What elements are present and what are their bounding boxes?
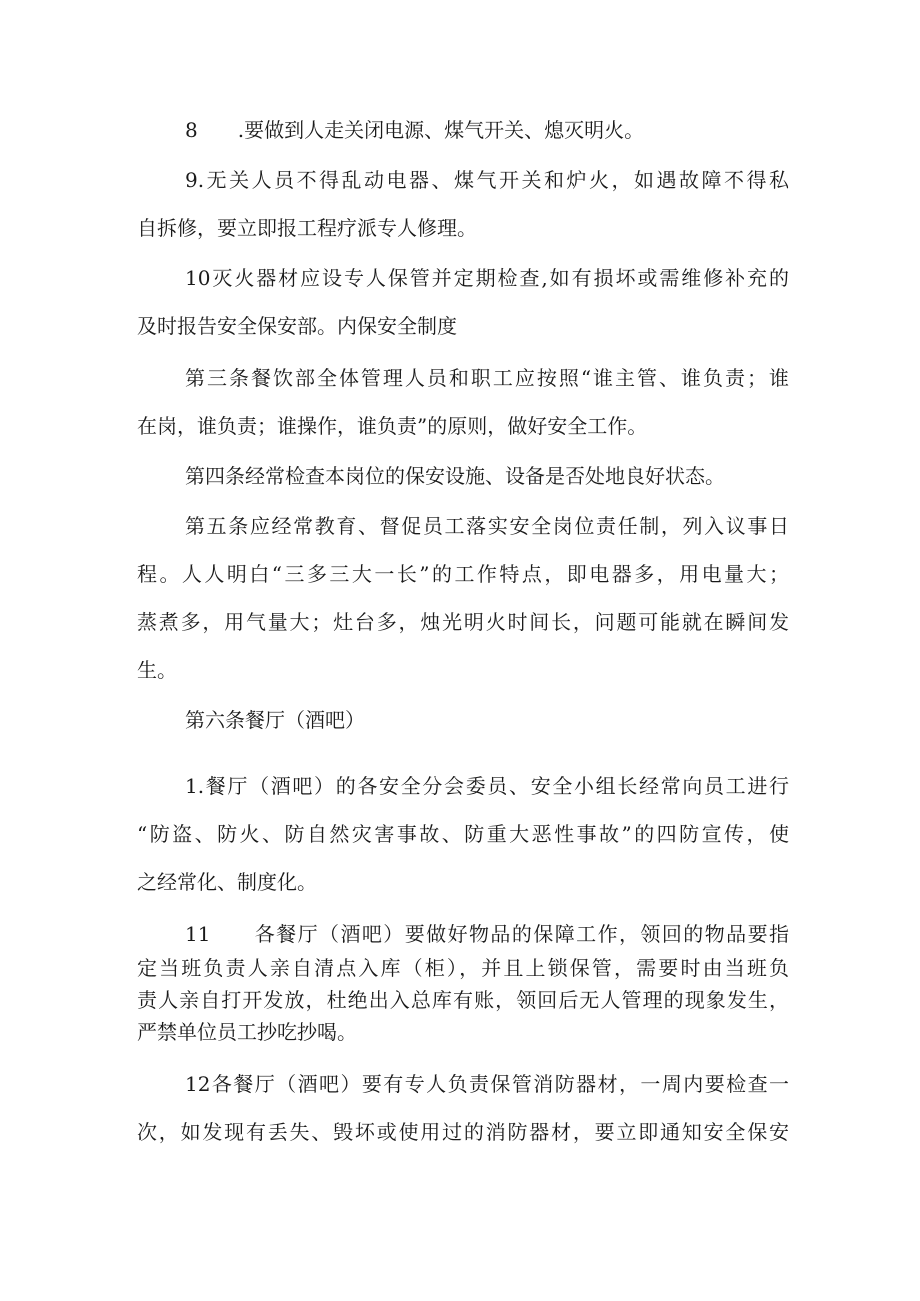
text-line: 11 各餐厅（酒吧）要做好物品的保障工作，领回的物品要指 [185,922,789,946]
paragraph-article-5 [137,502,789,694]
text-line: 第三条餐饮部全体管理人员和职工应按照“谁主管、谁负责；谁 [185,366,789,390]
text-line: 程。人人明白“三多三大一长”的工作特点，即电器多，用电量大； [137,562,789,586]
text-line: 责人亲自打开发放，杜绝出入总库有账，领回后无人管理的现象发生， [137,988,789,1012]
text-line: 在岗，谁负责；谁操作，谁负责”的原则，做好安全工作。 [137,414,648,438]
text-line: 自拆修，要立即报工程疗派专人修理。 [137,216,477,240]
text-line: 蒸煮多，用气量大；灶台多，烛光明火时间长，问题可能就在瞬间发 [137,610,789,634]
paragraph-item-12 [137,1060,789,1156]
text-line: “防盗、防火、防自然灾害事故、防重大恶性事故”的四防宣传，使 [137,822,789,846]
text-line: 定当班负责人亲自清点入库（柜），并且上锁保管，需要时由当班负 [137,956,789,980]
text-line: 第六条餐厅（酒吧） [185,708,365,732]
paragraph-item-11-first [137,910,789,958]
text-line: 第四条经常检查本岗位的保安设施、设备是否处地良好状态。 [185,464,725,488]
paragraph-item-9 [137,156,789,252]
paragraph-item-8 [137,106,789,154]
text-line: 严禁单位员工抄吃抄喝。 [137,1020,357,1044]
text-line: 12各餐厅（酒吧）要有专人负责保管消防器材，一周内要检查一 [185,1072,789,1096]
text-line: 次，如发现有丢失、毁坏或使用过的消防器材，要立即通知安全保安 [137,1120,789,1144]
text-line: 生。 [137,658,177,682]
text-line: 之经常化、制度化。 [137,870,317,894]
paragraph-article-4 [137,452,789,500]
text-line: 1.餐厅（酒吧）的各安全分会委员、安全小组长经常向员工进行 [185,774,789,798]
paragraph-item-10 [137,254,789,350]
paragraph-item-11-rest [137,952,789,1048]
paragraph-article-6 [137,696,789,744]
text-line: 第五条应经常教育、督促员工落实安全岗位责任制，列入议事日 [185,514,789,538]
text-line: 及时报告安全保安部。内保安全制度 [137,314,457,338]
text-line: 10灭火器材应设专人保管并定期检查,如有损坏或需维修补充的 [185,266,789,290]
text-line: 8 .要做到人走关闭电源、煤气开关、熄灭明火。 [185,118,645,142]
text-line: 9.无关人员不得乱动电器、煤气开关和炉火，如遇故障不得私 [185,168,789,192]
paragraph-article-3 [137,354,789,450]
paragraph-item-1 [137,762,789,906]
